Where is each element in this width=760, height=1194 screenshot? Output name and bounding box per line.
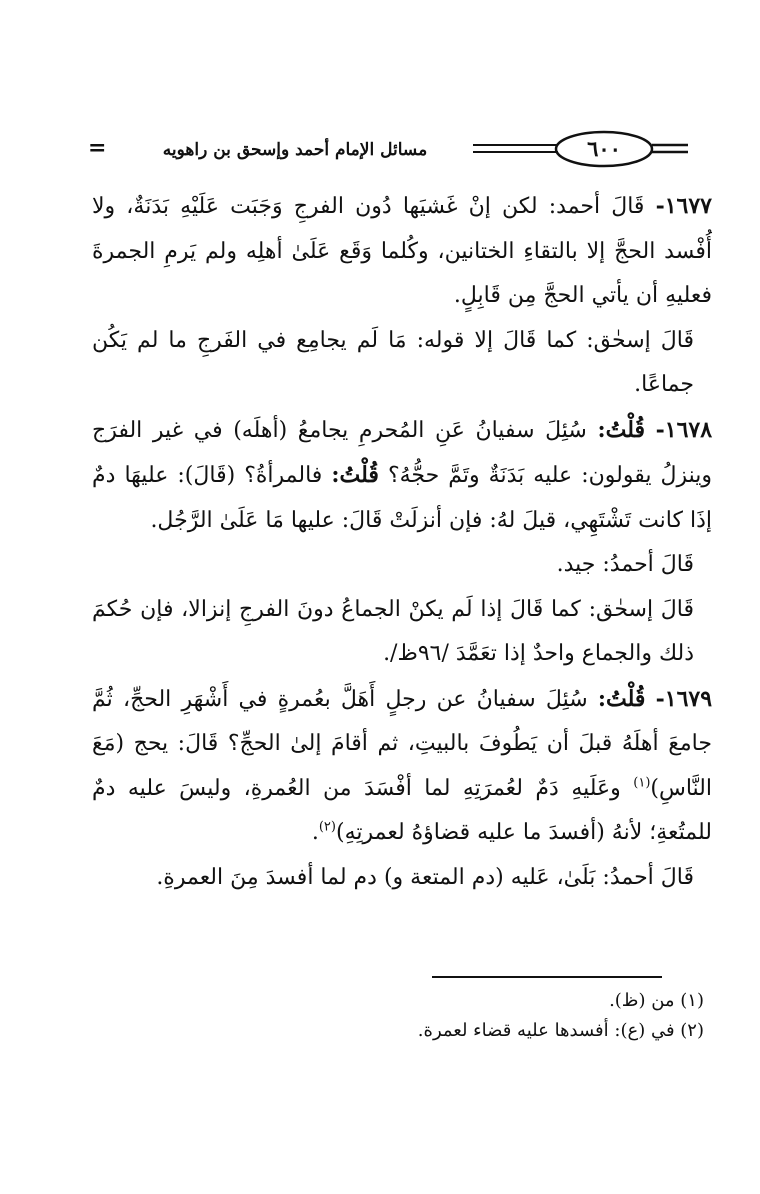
- paragraph-ahmad-2: [92, 856, 712, 901]
- paragraph-text: سُئِلَ سفيانُ عن رجلٍ أَهَلَّ بعُمرةٍ في أَشْهَرِ الحجِّ، ثُمَّ جامعَ أهلَهُ قبلَ أن يَطُوفَ بالبيتِ، ثم أقامَ إلىٰ الحجِّ؟ قَالَ: يحج (مَعَ النَّاسِ): [92, 686, 712, 801]
- footnote-ref-1[interactable]: (١): [633, 775, 651, 791]
- paragraph-ahmad-1: [92, 543, 712, 588]
- paragraph-1677: [92, 184, 712, 319]
- paragraph-text: وعَلَيهِ دَمٌ لعُمرَتِهِ لما أفْسَدَ من العُمرةِ، وليسَ عليه دمٌ للمتُعةِ؛ لأنهُ (أفسدَ ما عليه قضاؤهُ لعمرتِهِ): [92, 775, 712, 845]
- running-title: مسائل الإمام أحمد وإسحق بن راهويه: [120, 135, 470, 165]
- paragraph-text: قَالَ أحمدُ: بَلَىٰ، عَليه (دم المتعة و) دم لما أفسدَ مِنَ العمرةِ.: [156, 864, 694, 890]
- qultu-label: قُلْتُ:: [597, 416, 645, 443]
- footnotes: [92, 986, 704, 1046]
- paragraph-text: قَالَ إسحٰق: كما قَالَ إلا قوله: مَا لَم يجامِع في الفَرجِ ما لم يَكُن جماعًا.: [92, 327, 694, 397]
- paragraph-text: فالمرأةُ؟ (قَالَ): عليهَا دمٌ إذَا كانت تَشْتَهِي، قيلَ لهُ: فإن أنزلَتْ قَالَ: عليها مَا عَلَىٰ الرَّجُل.: [92, 463, 712, 533]
- paragraph-text: سُئِلَ سفيانُ عَنِ المُحرمِ يجامعُ (أهلَه) في غير الفرَج وينزلُ يقولون: عليه بَدَنَةٌ وتَمَّ حجُّهُ؟: [92, 417, 712, 488]
- footnote-2: (٢) في (ع): أفسدها عليه قضاء لعمرة.: [417, 1020, 704, 1041]
- issue-number: ١٦٧٩-: [655, 685, 713, 712]
- paragraph-ishaq-1: [92, 319, 712, 408]
- paragraph-text: قَالَ أحمدُ: جيد.: [556, 552, 694, 577]
- page-body: [92, 184, 712, 900]
- footnote-ref-2[interactable]: (٢): [318, 819, 336, 835]
- header-separator: =: [88, 135, 107, 161]
- footnote-1: (١) من (ظ).: [609, 990, 704, 1011]
- issue-number: ١٦٧٧-: [655, 193, 712, 219]
- paragraph-ishaq-2: [92, 588, 712, 677]
- paragraph-end: .: [311, 820, 319, 845]
- issue-number: ١٦٧٨-: [655, 416, 713, 443]
- paragraph-text: قَالَ أحمد: لكن إنْ غَشيَها دُون الفرجِ وَجَبَت عَلَيْهِ بَدَنَةٌ، ولا أُفْسد الحجَّ إلا بالتقاءِ الختانين، وكُلما وَقَع عَلَىٰ أهلِه ولم يَرمِ الجمرةَ فعليهِ أن يأتي الحجَّ مِن قَابِلٍ.: [92, 194, 712, 308]
- paragraph-1678: [92, 408, 712, 544]
- footnote-rule: [432, 976, 662, 978]
- qultu-label: قُلْتُ:: [331, 462, 379, 488]
- qultu-label: قُلْتُ:: [597, 685, 646, 712]
- page-header: [88, 127, 688, 171]
- page-number: ٦٠٠: [587, 135, 621, 161]
- paragraph-text: قَالَ إسحٰق: كما قَالَ إذا لَم يكنْ الجماعُ دونَ الفرجِ إنزالا، فإن حُكمَ ذلك والجماع واحدٌ إذا تعَمَّدَ /٩٦ظ/.: [92, 596, 694, 666]
- paragraph-1679: [92, 677, 712, 856]
